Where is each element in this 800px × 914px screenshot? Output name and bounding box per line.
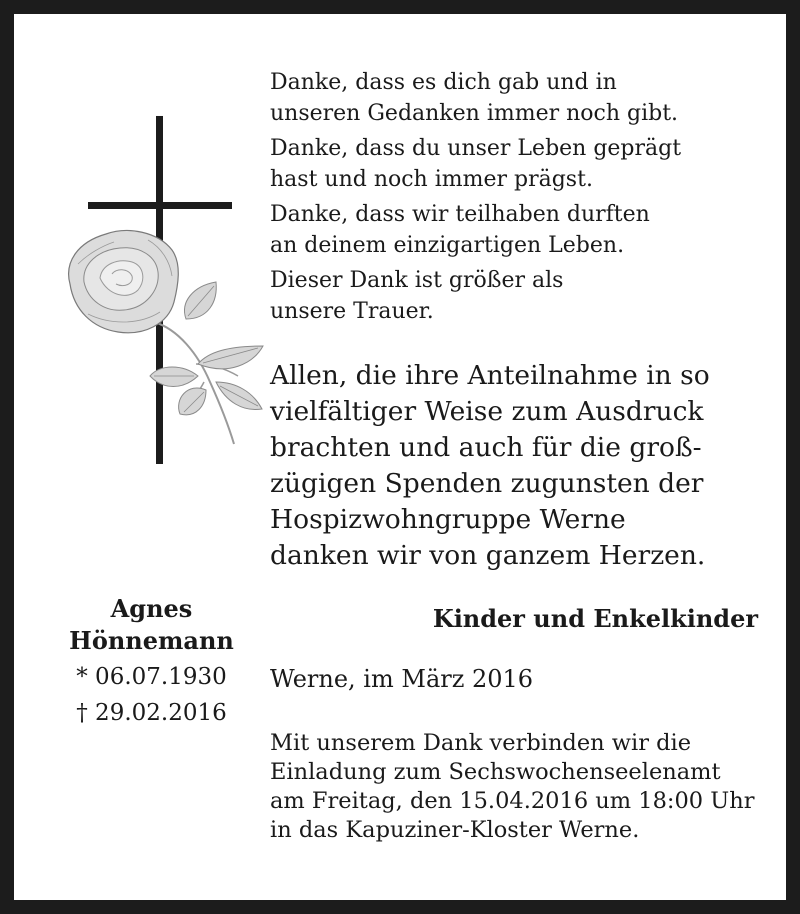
invitation-line: Einladung zum Sechswochenseelenamt (270, 759, 721, 785)
thanks-line: Hospizwohngruppe Werne (270, 504, 626, 535)
signature: Kinder und Enkelkinder (432, 604, 758, 633)
poem (270, 67, 770, 331)
birth-date: * 06.07.1930 (76, 664, 227, 690)
poem-line: unseren Gedanken immer noch gibt. (270, 101, 679, 126)
deceased-block (54, 593, 249, 731)
poem-line: Danke, dass es dich gab und in (270, 70, 617, 95)
place-date: Werne, im März 2016 (270, 665, 534, 693)
deceased-first-name: Agnes (110, 594, 193, 623)
thanks-line: brachten und auch für die groß- (270, 432, 702, 463)
poem-line: an deinem einzigartigen Leben. (270, 233, 625, 258)
poem-line: Danke, dass du unser Leben geprägt (270, 136, 682, 161)
invitation (270, 729, 780, 845)
thanks-line: Allen, die ihre Anteilnahme in so (270, 360, 710, 391)
poem-stanza (270, 67, 770, 129)
deceased-last-name: Hönnemann (69, 626, 234, 655)
thanks-paragraph (270, 358, 770, 574)
poem-line: hast und noch immer prägst. (270, 167, 593, 192)
thanks-line: zügigen Spenden zugunsten der (270, 468, 704, 499)
thanks-line: vielfältiger Weise zum Ausdruck (270, 396, 704, 427)
death-date: † 29.02.2016 (76, 700, 227, 726)
poem-line: unsere Trauer. (270, 299, 434, 324)
invitation-line: am Freitag, den 15.04.2016 um 18:00 Uhr (270, 788, 755, 814)
obituary-card (14, 14, 786, 900)
poem-line: Danke, dass wir teilhaben durften (270, 202, 650, 227)
poem-line: Dieser Dank ist größer als (270, 268, 564, 293)
cross-with-rose-illustration (48, 114, 268, 464)
poem-stanza (270, 265, 770, 327)
rose-icon (69, 231, 263, 444)
invitation-line: Mit unserem Dank verbinden wir die (270, 730, 692, 756)
poem-stanza (270, 133, 770, 195)
invitation-line: in das Kapuziner-Kloster Werne. (270, 817, 640, 843)
poem-stanza (270, 199, 770, 261)
thanks-line: danken wir von ganzem Herzen. (270, 540, 706, 571)
